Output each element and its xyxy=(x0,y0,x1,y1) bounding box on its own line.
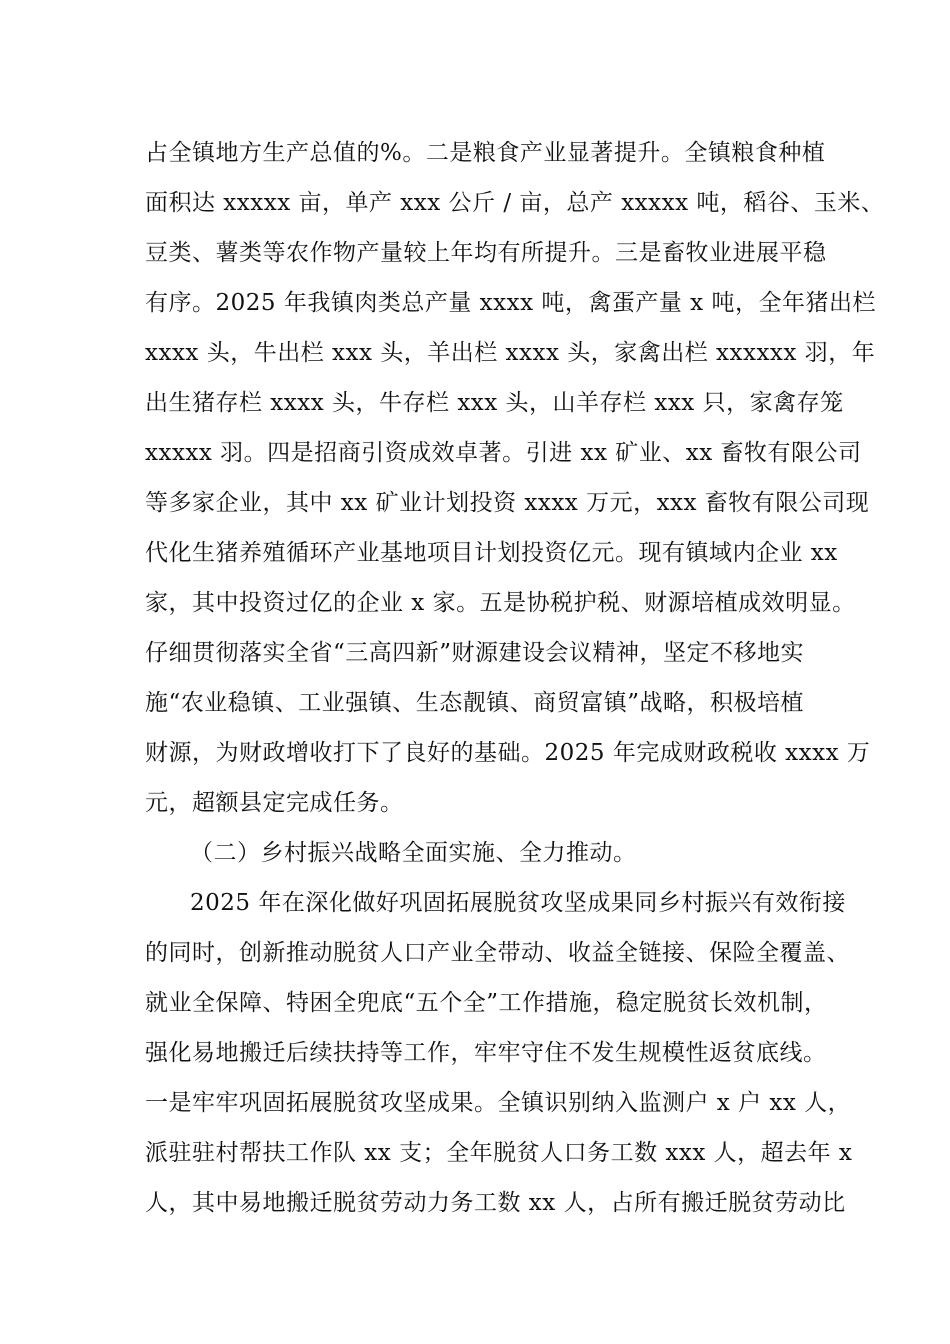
text-line: 的同时，创新推动脱贫人口产业全带动、收益全链接、保险全覆盖、 xyxy=(145,940,850,966)
text-line: 人，其中易地搬迁脱贫劳动力务工数 xx 人，占所有搬迁脱贫劳动比 xyxy=(145,1190,846,1216)
text-line: 面积达 xxxxx 亩，单产 xxx 公斤 / 亩，总产 xxxxx 吨，稻谷、玉米、 xyxy=(145,190,885,216)
text-line: 施“农业稳镇、工业强镇、生态靓镇、商贸富镇”战略，积极培植 xyxy=(145,690,805,716)
text-line: 仔细贯彻落实全省“三高四新”财源建设会议精神，坚定不移地实 xyxy=(145,640,805,666)
text-line: 占全镇地方生产总值的%。二是粮食产业显著提升。全镇粮食种植 xyxy=(145,140,826,166)
text-line: 有序。2025 年我镇肉类总产量 xxxx 吨，禽蛋产量 x 吨，全年猪出栏 xyxy=(145,290,876,316)
paragraph-first-line: 2025 年在深化做好巩固拓展脱贫攻坚成果同乡村振兴有效衔接 xyxy=(190,890,846,916)
section-heading: （二）乡村振兴战略全面实施、全力推动。 xyxy=(190,840,637,866)
text-line: 家，其中投资过亿的企业 x 家。五是协税护税、财源培植成效明显。 xyxy=(145,590,856,616)
text-line: 出生猪存栏 xxxx 头，牛存栏 xxx 头，山羊存栏 xxx 只，家禽存笼 xyxy=(145,390,844,416)
text-line: 一是牢牢巩固拓展脱贫攻坚成果。全镇识别纳入监测户 x 户 xx 人， xyxy=(145,1090,852,1116)
text-line: 等多家企业，其中 xx 矿业计划投资 xxxx 万元，xxx 畜牧有限公司现 xyxy=(145,490,870,516)
text-line: 财源，为财政增收打下了良好的基础。2025 年完成财政税收 xxxx 万 xyxy=(145,740,871,766)
text-line: xxxx 头，牛出栏 xxx 头，羊出栏 xxxx 头，家禽出栏 xxxxxx 羽，年 xyxy=(145,340,876,366)
text-line: 就业全保障、特困全兜底“五个全”工作措施，稳定脱贫长效机制， xyxy=(145,990,828,1016)
text-line: 元，超额县定完成任务。 xyxy=(145,790,404,816)
text-line: 强化易地搬迁后续扶持等工作，牢牢守住不发生规模性返贫底线。 xyxy=(145,1040,827,1066)
text-line: 代化生猪养殖循环产业基地项目计划投资亿元。现有镇域内企业 xx xyxy=(145,540,838,566)
text-line: xxxxx 羽。四是招商引资成效卓著。引进 xx 矿业、xx 畜牧有限公司 xyxy=(145,440,862,466)
text-line: 派驻驻村帮扶工作队 xx 支；全年脱贫人口务工数 xxx 人，超去年 x xyxy=(145,1140,853,1166)
text-line: 豆类、薯类等农作物产量较上年均有所提升。三是畜牧业进展平稳 xyxy=(145,240,827,266)
